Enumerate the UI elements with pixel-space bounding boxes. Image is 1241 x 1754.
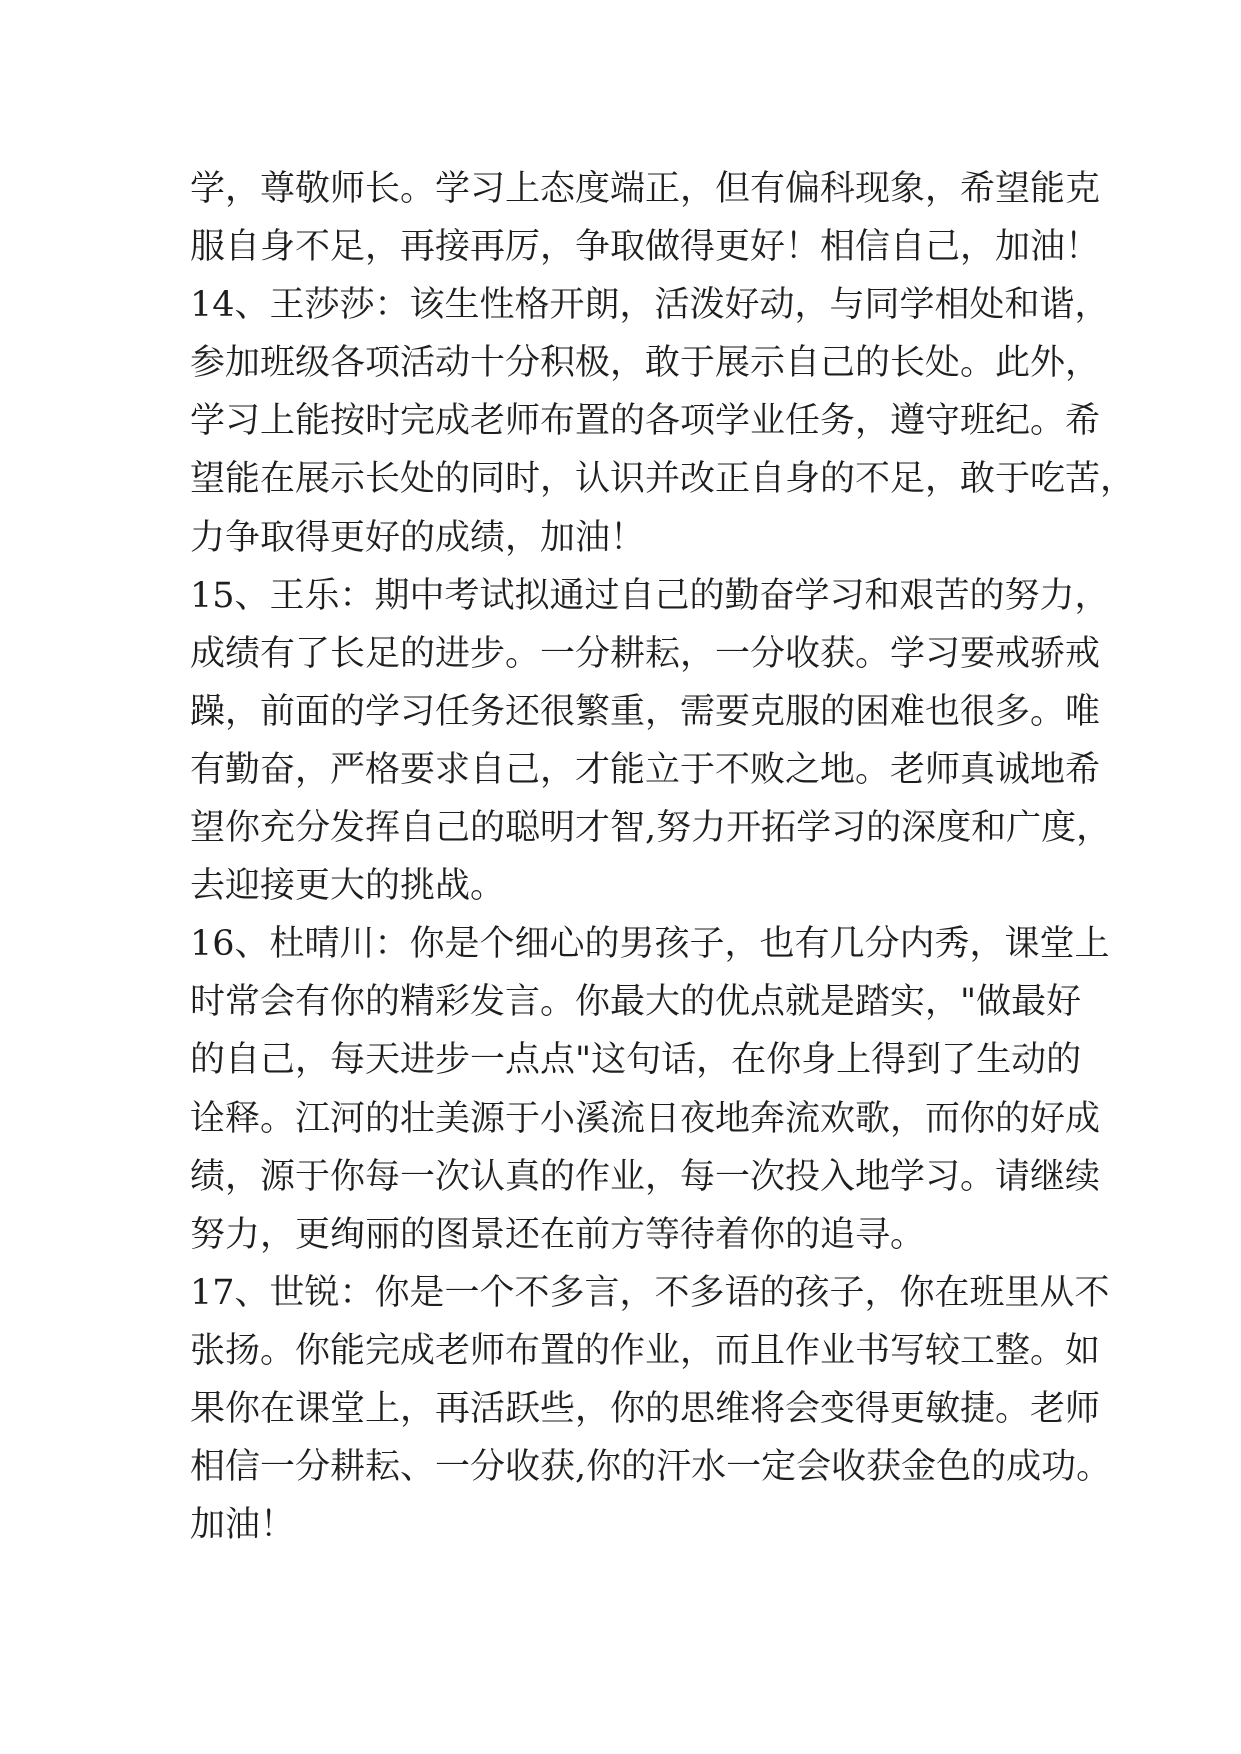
text-line: 成绩有了长足的进步。一分耕耘，一分收获。学习要戒骄戒 [190,633,1101,674]
text-line: 躁，前面的学习任务还很繁重，需要克服的困难也很多。唯 [190,691,1101,732]
text-line: 去迎接更大的挑战。 [190,866,506,907]
text-line: 学习上能按时完成老师布置的各项学业任务，遵守班纪。希 [190,401,1101,442]
text-line: 服自身不足，再接再厉，争取做得更好！相信自己，加油！ [190,227,1101,268]
text-line: 力争取得更好的成绩，加油！ [190,517,646,558]
text-line: 时常会有你的精彩发言。你最大的优点就是踏实，"做最好 [190,982,1082,1023]
text-line: 望能在展示长处的同时，认识并改正自身的不足，敢于吃苦， [190,459,1136,500]
text-line: 相信一分耕耘、一分收获,你的汗水一定会收获金色的成功。 [190,1447,1112,1488]
text-line: 张扬。你能完成老师布置的作业，而且作业书写较工整。如 [190,1330,1101,1371]
text-line: 学，尊敬师长。学习上态度端正，但有偏科现象，希望能克 [190,169,1101,209]
text-line: 有勤奋，严格要求自己，才能立于不败之地。老师真诚地希 [190,749,1101,790]
text-line: 14、王莎莎：该生性格开朗，活泼好动，与同学相处和谐， [190,285,1110,326]
text-line: 17、世锐：你是一个不多言，不多语的孩子，你在班里从不 [190,1272,1110,1313]
text-line: 参加班级各项活动十分积极，敢于展示自己的长处。此外， [190,343,1101,384]
text-line: 果你在课堂上，再活跃些，你的思维将会变得更敏捷。老师 [190,1388,1101,1429]
text-line: 诠释。江河的壮美源于小溪流日夜地奔流欢歌，而你的好成 [190,1098,1101,1139]
document-body [190,160,1136,1554]
text-line: 15、王乐：期中考试拟通过自己的勤奋学习和艰苦的努力， [190,575,1110,616]
text-line: 努力，更绚丽的图景还在前方等待着你的追寻。 [190,1214,926,1255]
text-line: 望你充分发挥自己的聪明才智,努力开拓学习的深度和广度， [190,808,1112,849]
text-line: 16、杜晴川：你是个细心的男孩子，也有几分内秀，课堂上 [190,924,1110,965]
text-line: 加油！ [190,1505,296,1546]
text-line: 绩，源于你每一次认真的作业，每一次投入地学习。请继续 [190,1156,1101,1197]
text-line: 的自己，每天进步一点点"这句话，在你身上得到了生动的 [190,1040,1082,1081]
